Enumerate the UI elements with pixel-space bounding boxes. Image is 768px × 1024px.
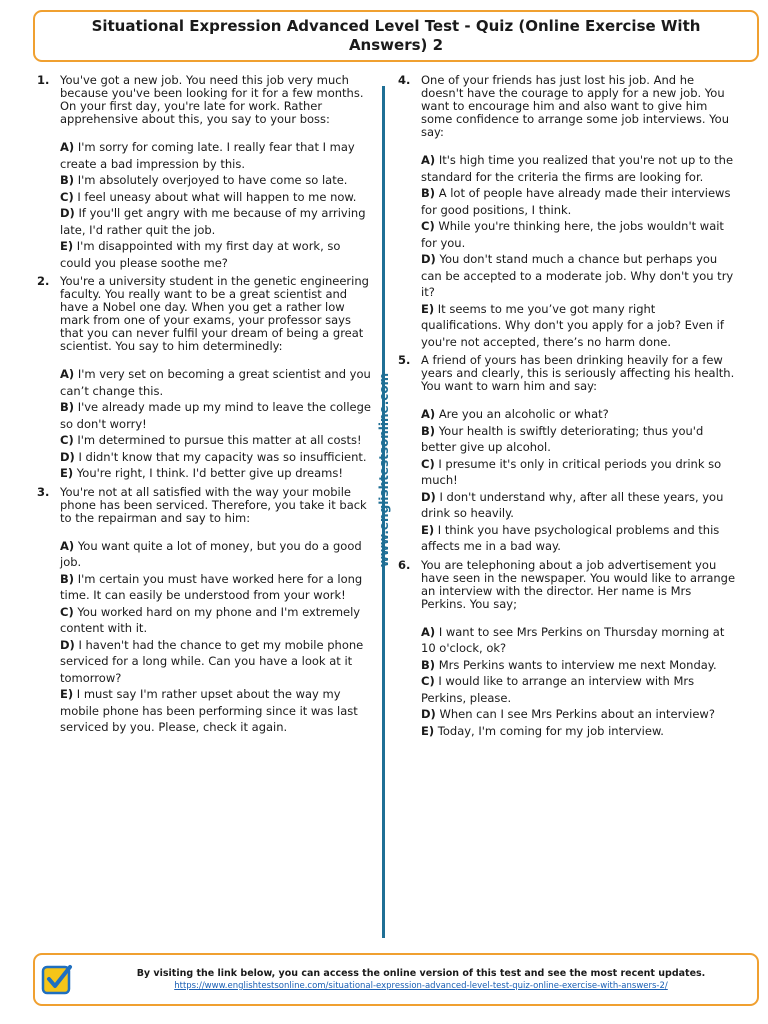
option-a: A) You want quite a lot of money, but you do a good job.	[60, 538, 362, 569]
option-d: D) I didn't know that my capacity was so insufficient.	[60, 449, 367, 464]
option-b: B) Mrs Perkins wants to interview me next Monday.	[421, 657, 717, 672]
question-4	[398, 74, 736, 350]
question-stem: You've got a new job. You need this job very much because you've been looking for it for a few months. On your first day, you're late for work. Rather apprehensive about this, you say to your boss:	[60, 73, 364, 126]
question-5	[398, 354, 736, 555]
option-c: C) I feel uneasy about what will happen to me now.	[60, 189, 357, 204]
option-c: C) I presume it's only in critical periods you drink so much!	[421, 456, 722, 487]
option-c: C) I would like to arrange an interview with Mrs Perkins, please.	[421, 674, 695, 705]
question-2	[37, 275, 372, 482]
option-a: A) I'm very set on becoming a great scientist and you can’t change this.	[60, 367, 371, 398]
option-d: D) If you'll get angry with me because of my arriving late, I'd rather quit the job.	[60, 206, 366, 237]
question-number: 3.	[37, 484, 50, 499]
question-6	[398, 559, 736, 740]
question-number: 5.	[398, 353, 411, 367]
option-b: B) I'm absolutely overjoyed to have come so late.	[60, 173, 348, 187]
question-number: 6.	[398, 557, 411, 572]
footer-box	[33, 953, 759, 1006]
option-e: E) I'm disappointed with my first day at work, so could you please soothe me?	[60, 239, 341, 270]
option-a: A) I want to see Mrs Perkins on Thursday morning at 10 o'clock, ok?	[421, 624, 725, 655]
question-3	[37, 486, 372, 736]
website-watermark: www.englishtestsonline.com	[377, 372, 391, 568]
questions-right-column	[398, 74, 736, 743]
question-stem: A friend of yours has been drinking heavily for a few years and clearly, this is seriously affecting his health. You want to warn him and say:	[421, 353, 735, 393]
option-a: A) I'm sorry for coming late. I really fear that I may create a bad impression by this.	[60, 140, 355, 171]
question-stem: One of your friends has just lost his job. And he doesn't have the courage to apply for a new job. You want to encourage him and also want to give him some confidence to arrange some job interviews. You say:	[421, 73, 729, 139]
title-box	[33, 10, 759, 62]
option-d: D) When can I see Mrs Perkins about an interview?	[421, 707, 715, 721]
option-e: E) I think you have psychological problems and this affects me in a bad way.	[421, 522, 720, 553]
option-c: C) While you're thinking here, the jobs wouldn't wait for you.	[421, 219, 724, 250]
option-b: B) I'm certain you must have worked here for a long time. It can easily be understood from your work!	[60, 571, 363, 602]
checkbox-icon	[41, 963, 73, 995]
option-e: E) Today, I'm coming for my job interview.	[421, 723, 664, 738]
question-number: 2.	[37, 274, 50, 288]
option-d: D) I haven't had the chance to get my mobile phone serviced for a long while. Can you have a look at it tomorrow?	[60, 637, 364, 685]
footer-note: By visiting the link below, you can access the online version of this test and see the most recent updates.	[136, 968, 706, 979]
option-e: E) It seems to me you’ve got many right qualifications. Why don't you apply for a job? Even if you're not accepted, there’s no harm done.	[421, 301, 724, 349]
question-stem: You're a university student in the genetic engineering faculty. You really want to be a great scientist and have a Nobel one day. When you get a rather low mark from one of your exams, your professor says that you can never fulfil your dream of being a great scientist. You say to him determinedly:	[60, 274, 369, 353]
option-e: E) You're right, I think. I'd better give up dreams!	[60, 466, 343, 480]
page-title: Situational Expression Advanced Level Test - Quiz (Online Exercise With Answers) 2	[91, 17, 701, 54]
question-stem: You're not at all satisfied with the way your mobile phone has been serviced. Therefore, you take it back to the repairman and say to him:	[60, 484, 367, 525]
option-b: B) A lot of people have already made their interviews for good positions, I think.	[421, 186, 731, 217]
option-a: A) It's high time you realized that you're not up to the standard for the criteria the firms are looking for.	[421, 153, 734, 184]
option-c: C) You worked hard on my phone and I'm extremely content with it.	[60, 604, 361, 635]
option-d: D) I don't understand why, after all these years, you drink so heavily.	[421, 489, 724, 520]
option-d: D) You don't stand much a chance but perhaps you can be accepted to a moderate job. Why don't you try it?	[421, 252, 734, 299]
question-number: 1.	[37, 73, 50, 87]
questions-left-column	[37, 74, 372, 740]
question-number: 4.	[398, 73, 411, 87]
option-b: B) Your health is swiftly deteriorating; thus you'd better give up alcohol.	[421, 423, 704, 454]
option-e: E) I must say I'm rather upset about the way my mobile phone has been performing since it was last serviced by you. Please, check it again.	[60, 687, 358, 734]
option-a: A) Are you an alcoholic or what?	[421, 407, 609, 421]
option-b: B) I've already made up my mind to leave the college so don't worry!	[60, 400, 371, 431]
online-test-link[interactable]: https://www.englishtestsonline.com/situational-expression-advanced-level-test-quiz-online-exercise-with-answers-2/	[174, 981, 668, 991]
option-c: C) I'm determined to pursue this matter at all costs!	[60, 433, 362, 447]
question-1	[37, 74, 372, 271]
question-stem: You are telephoning about a job advertisement you have seen in the newspaper. You would like to arrange an interview with the director. Her name is Mrs Perkins. You say;	[421, 557, 736, 611]
